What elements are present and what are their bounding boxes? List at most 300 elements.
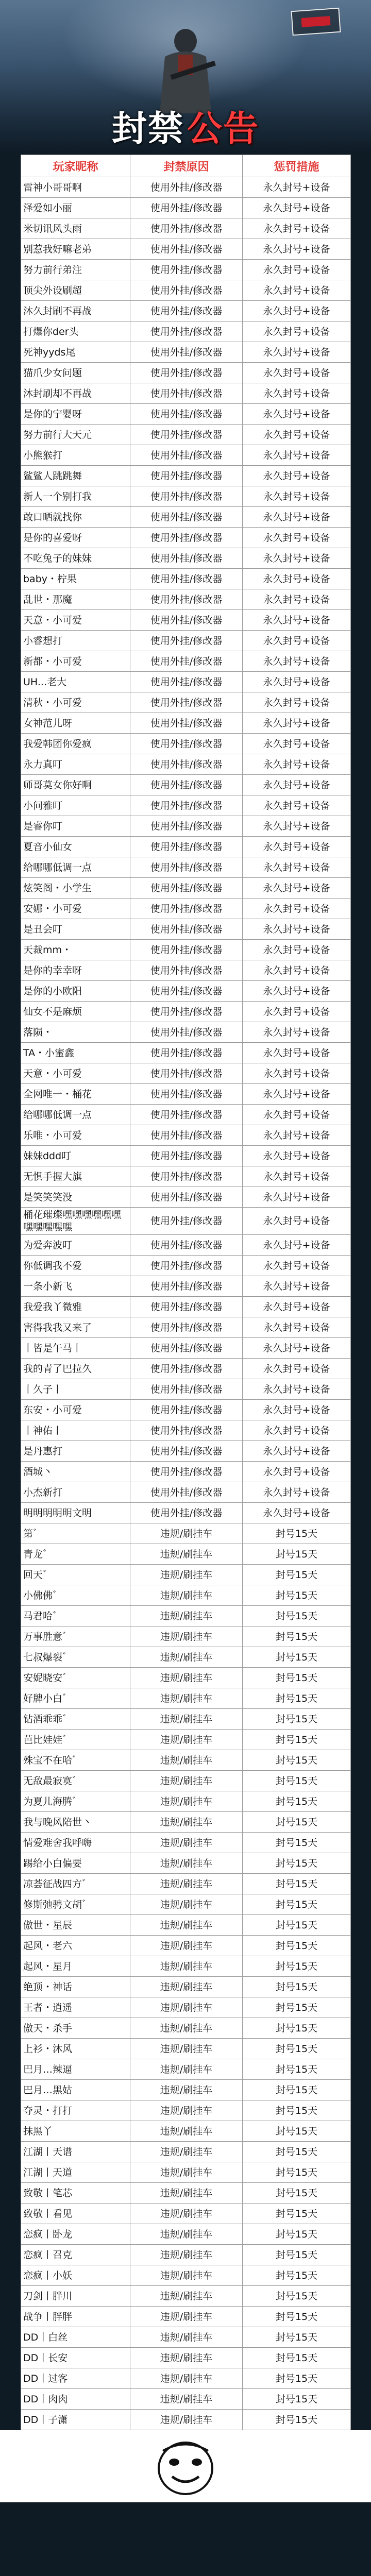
- cell-penalty: 封号15天: [243, 1750, 351, 1771]
- cell-penalty: 永久封号+设备: [243, 1317, 351, 1338]
- banner: [0, 0, 371, 155]
- cell-penalty: 封号15天: [243, 1874, 351, 1894]
- cell-penalty: 永久封号+设备: [243, 1420, 351, 1441]
- cell-penalty: 永久封号+设备: [243, 507, 351, 528]
- table-row: [21, 1276, 351, 1297]
- cell-penalty: 封号15天: [243, 1791, 351, 1812]
- cell-penalty: 封号15天: [243, 1833, 351, 1853]
- table-row: [21, 1146, 351, 1166]
- cell-player-name: 打爆你der头: [21, 321, 130, 342]
- cell-penalty: 永久封号+设备: [243, 280, 351, 301]
- cell-ban-reason: 违规/刷挂车: [130, 1833, 243, 1853]
- cell-penalty: 封号15天: [243, 1956, 351, 1977]
- cell-ban-reason: 使用外挂/修改器: [130, 981, 243, 1002]
- table-row: [21, 1709, 351, 1730]
- cell-ban-reason: 违规/刷挂车: [130, 1523, 243, 1544]
- cell-penalty: 永久封号+设备: [243, 404, 351, 425]
- table-row: [21, 1730, 351, 1750]
- cell-player-name: 仙女不是麻烦: [21, 1002, 130, 1022]
- cell-player-name: DD丨白丝: [21, 2327, 130, 2348]
- table-row: [21, 1379, 351, 1400]
- cell-player-name: 夏音小仙女: [21, 837, 130, 857]
- cell-ban-reason: 违规/刷挂车: [130, 1771, 243, 1791]
- cell-penalty: 永久封号+设备: [243, 940, 351, 960]
- cell-ban-reason: 使用外挂/修改器: [130, 1379, 243, 1400]
- table-row: [21, 445, 351, 466]
- cell-player-name: 回天゛: [21, 1565, 130, 1585]
- cell-player-name: 新人一个别打我: [21, 486, 130, 507]
- table-header-row: [21, 155, 351, 177]
- cell-player-name: 夺灵・打打: [21, 2100, 130, 2121]
- cell-ban-reason: 使用外挂/修改器: [130, 960, 243, 981]
- cell-ban-reason: 使用外挂/修改器: [130, 919, 243, 940]
- cell-ban-reason: 使用外挂/修改器: [130, 445, 243, 466]
- cell-penalty: 封号15天: [243, 2245, 351, 2265]
- table-row: [21, 1256, 351, 1276]
- cell-player-name: 敢口晒就找你: [21, 507, 130, 528]
- cell-ban-reason: 违规/刷挂车: [130, 2204, 243, 2224]
- cell-ban-reason: 违规/刷挂车: [130, 2059, 243, 2080]
- cell-ban-reason: 违规/刷挂车: [130, 2389, 243, 2410]
- cell-penalty: 永久封号+设备: [243, 218, 351, 239]
- cell-ban-reason: 使用外挂/修改器: [130, 899, 243, 919]
- cell-player-name: 抹黑丫: [21, 2121, 130, 2142]
- table-row: [21, 1523, 351, 1544]
- cell-player-name: DD丨子潇: [21, 2410, 130, 2430]
- cell-ban-reason: 使用外挂/修改器: [130, 548, 243, 569]
- cell-player-name: 炫笑阁・小学生: [21, 878, 130, 899]
- cell-ban-reason: 使用外挂/修改器: [130, 1063, 243, 1084]
- cell-penalty: 永久封号+设备: [243, 610, 351, 631]
- cell-ban-reason: 违规/刷挂车: [130, 2327, 243, 2348]
- meme-face-icon: [153, 2435, 218, 2497]
- cell-ban-reason: 使用外挂/修改器: [130, 734, 243, 754]
- cell-player-name: 踢给小白偏要: [21, 1853, 130, 1874]
- cell-player-name: 猫爪少女问题: [21, 363, 130, 383]
- cell-ban-reason: 使用外挂/修改器: [130, 260, 243, 280]
- cell-player-name: 巴月…黑姑: [21, 2080, 130, 2100]
- cell-ban-reason: 使用外挂/修改器: [130, 837, 243, 857]
- cell-penalty: 永久封号+设备: [243, 1297, 351, 1317]
- table-row: [21, 2039, 351, 2059]
- table-row: [21, 1544, 351, 1565]
- cell-player-name: 小杰新打: [21, 1482, 130, 1503]
- cell-ban-reason: 违规/刷挂车: [130, 1626, 243, 1647]
- column-header-reason: 封禁原因: [130, 155, 243, 177]
- cell-penalty: 永久封号+设备: [243, 1208, 351, 1235]
- cell-penalty: 封号15天: [243, 2286, 351, 2307]
- cell-player-name: 我与晚风陪世丶: [21, 1812, 130, 1833]
- cell-player-name: 努力前行大天元: [21, 425, 130, 445]
- cell-player-name: 是丹惠打: [21, 1441, 130, 1462]
- table-row: [21, 1936, 351, 1956]
- cell-ban-reason: 违规/刷挂车: [130, 1688, 243, 1709]
- column-header-penalty: 惩罚措施: [243, 155, 351, 177]
- cell-player-name: 死神yyds尾: [21, 342, 130, 363]
- cell-ban-reason: 使用外挂/修改器: [130, 713, 243, 734]
- table-row: [21, 692, 351, 713]
- cell-player-name: 好牌小白゛: [21, 1688, 130, 1709]
- table-row: [21, 363, 351, 383]
- cell-player-name: 钻酒乖乖゛: [21, 1709, 130, 1730]
- cell-ban-reason: 违规/刷挂车: [130, 1709, 243, 1730]
- cell-ban-reason: 使用外挂/修改器: [130, 692, 243, 713]
- cell-penalty: 封号15天: [243, 1997, 351, 2018]
- cell-player-name: 傲天・杀手: [21, 2018, 130, 2039]
- table-row: [21, 1606, 351, 1626]
- cell-penalty: 永久封号+设备: [243, 775, 351, 795]
- cell-penalty: 永久封号+设备: [243, 1166, 351, 1187]
- table-row: [21, 775, 351, 795]
- cell-ban-reason: 违规/刷挂车: [130, 1606, 243, 1626]
- cell-player-name: 鲨鲨人跳跳舞: [21, 466, 130, 486]
- cell-player-name: 是笑笑笑没: [21, 1187, 130, 1208]
- table-row: [21, 1043, 351, 1063]
- cell-penalty: 封号15天: [243, 1523, 351, 1544]
- table-row: [21, 1063, 351, 1084]
- cell-ban-reason: 违规/刷挂车: [130, 2410, 243, 2430]
- table-row: [21, 631, 351, 651]
- cell-player-name: 丨神佑丨: [21, 1420, 130, 1441]
- table-row: [21, 1208, 351, 1235]
- cell-ban-reason: 使用外挂/修改器: [130, 775, 243, 795]
- table-row: [21, 1022, 351, 1043]
- cell-ban-reason: 使用外挂/修改器: [130, 321, 243, 342]
- table-row: [21, 1565, 351, 1585]
- cell-penalty: 封号15天: [243, 2410, 351, 2430]
- cell-player-name: 致敬丨笔芯: [21, 2183, 130, 2204]
- soldier-illustration: [149, 21, 222, 113]
- cell-player-name: 落陨・: [21, 1022, 130, 1043]
- table-row: [21, 754, 351, 775]
- cell-ban-reason: 使用外挂/修改器: [130, 857, 243, 878]
- game-logo: [291, 8, 341, 36]
- cell-player-name: 无敌最寂寞゛: [21, 1771, 130, 1791]
- cell-player-name: 泽爱如小丽: [21, 198, 130, 218]
- cell-ban-reason: 违规/刷挂车: [130, 2224, 243, 2245]
- cell-player-name: 恋疯丨卧龙: [21, 2224, 130, 2245]
- cell-player-name: 我的青了巴拉久: [21, 1359, 130, 1379]
- cell-ban-reason: 违规/刷挂车: [130, 2245, 243, 2265]
- table-row: [21, 2018, 351, 2039]
- cell-ban-reason: 违规/刷挂车: [130, 1853, 243, 1874]
- cell-ban-reason: 使用外挂/修改器: [130, 569, 243, 589]
- cell-ban-reason: 使用外挂/修改器: [130, 795, 243, 816]
- cell-ban-reason: 违规/刷挂车: [130, 1585, 243, 1606]
- cell-player-name: DD丨过客: [21, 2368, 130, 2389]
- cell-player-name: 我爱韩团你爱疯: [21, 734, 130, 754]
- cell-penalty: 封号15天: [243, 2018, 351, 2039]
- cell-player-name: 天裁mm・: [21, 940, 130, 960]
- cell-penalty: 封号15天: [243, 2039, 351, 2059]
- cell-penalty: 永久封号+设备: [243, 1441, 351, 1462]
- cell-ban-reason: 违规/刷挂车: [130, 2018, 243, 2039]
- table-row: [21, 1894, 351, 1915]
- table-row: [21, 651, 351, 672]
- cell-ban-reason: 违规/刷挂车: [130, 2265, 243, 2286]
- cell-player-name: 情爱难舍我呼嗨: [21, 1833, 130, 1853]
- cell-penalty: 永久封号+设备: [243, 1256, 351, 1276]
- table-row: [21, 1166, 351, 1187]
- title-main: 封禁: [111, 109, 184, 149]
- cell-ban-reason: 违规/刷挂车: [130, 2100, 243, 2121]
- cell-penalty: 封号15天: [243, 1668, 351, 1688]
- table-row: [21, 919, 351, 940]
- table-row: [21, 280, 351, 301]
- cell-player-name: 丨皆是午马丨: [21, 1338, 130, 1359]
- cell-ban-reason: 使用外挂/修改器: [130, 486, 243, 507]
- cell-ban-reason: 使用外挂/修改器: [130, 1105, 243, 1125]
- cell-player-name: 明明明明明文明: [21, 1503, 130, 1523]
- cell-ban-reason: 使用外挂/修改器: [130, 1166, 243, 1187]
- cell-ban-reason: 使用外挂/修改器: [130, 1002, 243, 1022]
- cell-ban-reason: 违规/刷挂车: [130, 2162, 243, 2183]
- table-row: [21, 2059, 351, 2080]
- cell-player-name: 江湖丨天谱: [21, 2142, 130, 2162]
- table-row: [21, 301, 351, 321]
- cell-player-name: 小睿想打: [21, 631, 130, 651]
- cell-ban-reason: 违规/刷挂车: [130, 1894, 243, 1915]
- cell-player-name: 安娜・小可爱: [21, 899, 130, 919]
- cell-penalty: 封号15天: [243, 1812, 351, 1833]
- cell-penalty: 封号15天: [243, 1606, 351, 1626]
- cell-ban-reason: 使用外挂/修改器: [130, 1420, 243, 1441]
- cell-penalty: 永久封号+设备: [243, 651, 351, 672]
- table-row: [21, 1441, 351, 1462]
- cell-penalty: 永久封号+设备: [243, 1125, 351, 1146]
- cell-ban-reason: 使用外挂/修改器: [130, 280, 243, 301]
- cell-player-name: 乐唯・小可爱: [21, 1125, 130, 1146]
- table-row: [21, 321, 351, 342]
- cell-ban-reason: 违规/刷挂车: [130, 1956, 243, 1977]
- cell-ban-reason: 使用外挂/修改器: [130, 610, 243, 631]
- cell-penalty: 永久封号+设备: [243, 981, 351, 1002]
- cell-player-name: 努力前行弟注: [21, 260, 130, 280]
- cell-penalty: 永久封号+设备: [243, 692, 351, 713]
- cell-penalty: 永久封号+设备: [243, 1276, 351, 1297]
- cell-player-name: 致敬丨看见: [21, 2204, 130, 2224]
- cell-ban-reason: 使用外挂/修改器: [130, 507, 243, 528]
- cell-player-name: 芭比娃娃゛: [21, 1730, 130, 1750]
- cell-player-name: 小问雅叮: [21, 795, 130, 816]
- table-row: [21, 2286, 351, 2307]
- cell-ban-reason: 使用外挂/修改器: [130, 301, 243, 321]
- logo-mark-icon: [301, 16, 330, 27]
- cell-player-name: 凉荟征战四方゛: [21, 1874, 130, 1894]
- table-row: [21, 2389, 351, 2410]
- table-row: [21, 1833, 351, 1853]
- cell-ban-reason: 使用外挂/修改器: [130, 940, 243, 960]
- table-row: [21, 569, 351, 589]
- cell-player-name: 绝顶・神话: [21, 1977, 130, 1997]
- cell-penalty: 永久封号+设备: [243, 239, 351, 260]
- cell-ban-reason: 使用外挂/修改器: [130, 528, 243, 548]
- table-row: [21, 1084, 351, 1105]
- cell-ban-reason: 违规/刷挂车: [130, 1812, 243, 1833]
- table-row: [21, 1915, 351, 1936]
- table-row: [21, 981, 351, 1002]
- cell-ban-reason: 使用外挂/修改器: [130, 672, 243, 692]
- cell-player-name: 是你的宁婴呀: [21, 404, 130, 425]
- cell-ban-reason: 使用外挂/修改器: [130, 383, 243, 404]
- cell-player-name: 顶尖外设刷超: [21, 280, 130, 301]
- cell-player-name: 小熊猴打: [21, 445, 130, 466]
- cell-penalty: 永久封号+设备: [243, 734, 351, 754]
- cell-player-name: 妹妹ddd叮: [21, 1146, 130, 1166]
- cell-player-name: 无惧手握大旗: [21, 1166, 130, 1187]
- cell-ban-reason: 违规/刷挂车: [130, 2121, 243, 2142]
- cell-penalty: 永久封号+设备: [243, 1359, 351, 1379]
- cell-penalty: 封号15天: [243, 1585, 351, 1606]
- cell-ban-reason: 使用外挂/修改器: [130, 1503, 243, 1523]
- table-row: [21, 1317, 351, 1338]
- table-row: [21, 2183, 351, 2204]
- cell-penalty: 永久封号+设备: [243, 1002, 351, 1022]
- cell-player-name: 雷神小哥哥啊: [21, 177, 130, 198]
- table-row: [21, 218, 351, 239]
- cell-penalty: 封号15天: [243, 2183, 351, 2204]
- cell-penalty: 永久封号+设备: [243, 1105, 351, 1125]
- cell-ban-reason: 使用外挂/修改器: [130, 589, 243, 610]
- table-row: [21, 2368, 351, 2389]
- cell-ban-reason: 违规/刷挂车: [130, 1544, 243, 1565]
- cell-ban-reason: 使用外挂/修改器: [130, 1297, 243, 1317]
- cell-player-name: 马君哈゛: [21, 1606, 130, 1626]
- table-row: [21, 1297, 351, 1317]
- cell-player-name: 安妮晓安゛: [21, 1668, 130, 1688]
- cell-ban-reason: 使用外挂/修改器: [130, 1146, 243, 1166]
- cell-penalty: 封号15天: [243, 1626, 351, 1647]
- table-row: [21, 2121, 351, 2142]
- cell-player-name: 王者・逍遥: [21, 1997, 130, 2018]
- table-row: [21, 1338, 351, 1359]
- cell-player-name: 给哪哪低调一点: [21, 1105, 130, 1125]
- table-row: [21, 1002, 351, 1022]
- table-body: [21, 177, 351, 2430]
- cell-ban-reason: 使用外挂/修改器: [130, 1400, 243, 1420]
- table-row: [21, 1997, 351, 2018]
- table-row: [21, 1400, 351, 1420]
- cell-ban-reason: 使用外挂/修改器: [130, 651, 243, 672]
- cell-penalty: 封号15天: [243, 1894, 351, 1915]
- table-row: [21, 672, 351, 692]
- cell-penalty: 封号15天: [243, 1771, 351, 1791]
- cell-player-name: 是丑会叮: [21, 919, 130, 940]
- cell-penalty: 封号15天: [243, 2307, 351, 2327]
- table-row: [21, 1482, 351, 1503]
- table-row: [21, 2410, 351, 2430]
- cell-player-name: 一条小新飞: [21, 1276, 130, 1297]
- cell-penalty: 永久封号+设备: [243, 569, 351, 589]
- cell-penalty: 永久封号+设备: [243, 466, 351, 486]
- cell-player-name: 我爱我丫微雅: [21, 1297, 130, 1317]
- cell-ban-reason: 使用外挂/修改器: [130, 1338, 243, 1359]
- cell-penalty: 永久封号+设备: [243, 795, 351, 816]
- cell-penalty: 封号15天: [243, 1709, 351, 1730]
- table-row: [21, 734, 351, 754]
- table-row: [21, 2245, 351, 2265]
- cell-ban-reason: 违规/刷挂车: [130, 2348, 243, 2368]
- cell-player-name: 起风・星月: [21, 1956, 130, 1977]
- table-row: [21, 177, 351, 198]
- table-row: [21, 466, 351, 486]
- cell-penalty: 永久封号+设备: [243, 1503, 351, 1523]
- column-header-name: 玩家昵称: [21, 155, 130, 177]
- cell-penalty: 永久封号+设备: [243, 754, 351, 775]
- cell-player-name: baby・柠果: [21, 569, 130, 589]
- cell-penalty: 永久封号+设备: [243, 857, 351, 878]
- cell-penalty: 封号15天: [243, 2368, 351, 2389]
- cell-player-name: 青龙゛: [21, 1544, 130, 1565]
- cell-player-name: 七叔爆裂゛: [21, 1647, 130, 1668]
- table-row: [21, 1462, 351, 1482]
- table-row: [21, 1668, 351, 1688]
- cell-penalty: 封号15天: [243, 1977, 351, 1997]
- cell-player-name: 恋疯丨召克: [21, 2245, 130, 2265]
- cell-player-name: 米切讯风头雨: [21, 218, 130, 239]
- cell-player-name: UH...老大: [21, 672, 130, 692]
- cell-ban-reason: 使用外挂/修改器: [130, 363, 243, 383]
- cell-ban-reason: 使用外挂/修改器: [130, 1482, 243, 1503]
- table-row: [21, 404, 351, 425]
- cell-penalty: 封号15天: [243, 1647, 351, 1668]
- footer: [0, 2430, 371, 2502]
- cell-penalty: 永久封号+设备: [243, 1379, 351, 1400]
- cell-ban-reason: 违规/刷挂车: [130, 1565, 243, 1585]
- cell-ban-reason: 使用外挂/修改器: [130, 1441, 243, 1462]
- table-row: [21, 816, 351, 837]
- cell-player-name: 东安・小可爱: [21, 1400, 130, 1420]
- table-row: [21, 1956, 351, 1977]
- cell-penalty: 永久封号+设备: [243, 260, 351, 280]
- table-row: [21, 1853, 351, 1874]
- cell-player-name: 沐封刷却不再战: [21, 383, 130, 404]
- cell-ban-reason: 违规/刷挂车: [130, 1977, 243, 1997]
- cell-penalty: 封号15天: [243, 2142, 351, 2162]
- cell-penalty: 封号15天: [243, 2162, 351, 2183]
- cell-ban-reason: 使用外挂/修改器: [130, 342, 243, 363]
- table-row: [21, 548, 351, 569]
- table-row: [21, 899, 351, 919]
- cell-ban-reason: 违规/刷挂车: [130, 1647, 243, 1668]
- cell-penalty: 永久封号+设备: [243, 631, 351, 651]
- cell-player-name: TA・小蜜鑫: [21, 1043, 130, 1063]
- cell-ban-reason: 使用外挂/修改器: [130, 1317, 243, 1338]
- cell-penalty: 封号15天: [243, 2265, 351, 2286]
- table-row: [21, 1585, 351, 1606]
- cell-penalty: 封号15天: [243, 2389, 351, 2410]
- cell-player-name: 小佛佛゛: [21, 1585, 130, 1606]
- cell-player-name: 巴月…辣逼: [21, 2059, 130, 2080]
- table-row: [21, 1235, 351, 1256]
- table-row: [21, 425, 351, 445]
- cell-penalty: 封号15天: [243, 2224, 351, 2245]
- table-row: [21, 1750, 351, 1771]
- cell-ban-reason: 违规/刷挂车: [130, 1668, 243, 1688]
- cell-penalty: 永久封号+设备: [243, 1187, 351, 1208]
- table-row: [21, 2142, 351, 2162]
- cell-player-name: 不吃兔子的妹妹: [21, 548, 130, 569]
- cell-player-name: 桶花璀璨嘿嘿嘿嘿嘿嘿嘿嘿嘿嘿嘿: [21, 1208, 130, 1235]
- table-row: [21, 342, 351, 363]
- table-row: [21, 2224, 351, 2245]
- cell-ban-reason: 使用外挂/修改器: [130, 466, 243, 486]
- cell-penalty: 永久封号+设备: [243, 486, 351, 507]
- cell-penalty: 永久封号+设备: [243, 321, 351, 342]
- table-row: [21, 2080, 351, 2100]
- cell-player-name: 万事胜意゛: [21, 1626, 130, 1647]
- cell-penalty: 永久封号+设备: [243, 1022, 351, 1043]
